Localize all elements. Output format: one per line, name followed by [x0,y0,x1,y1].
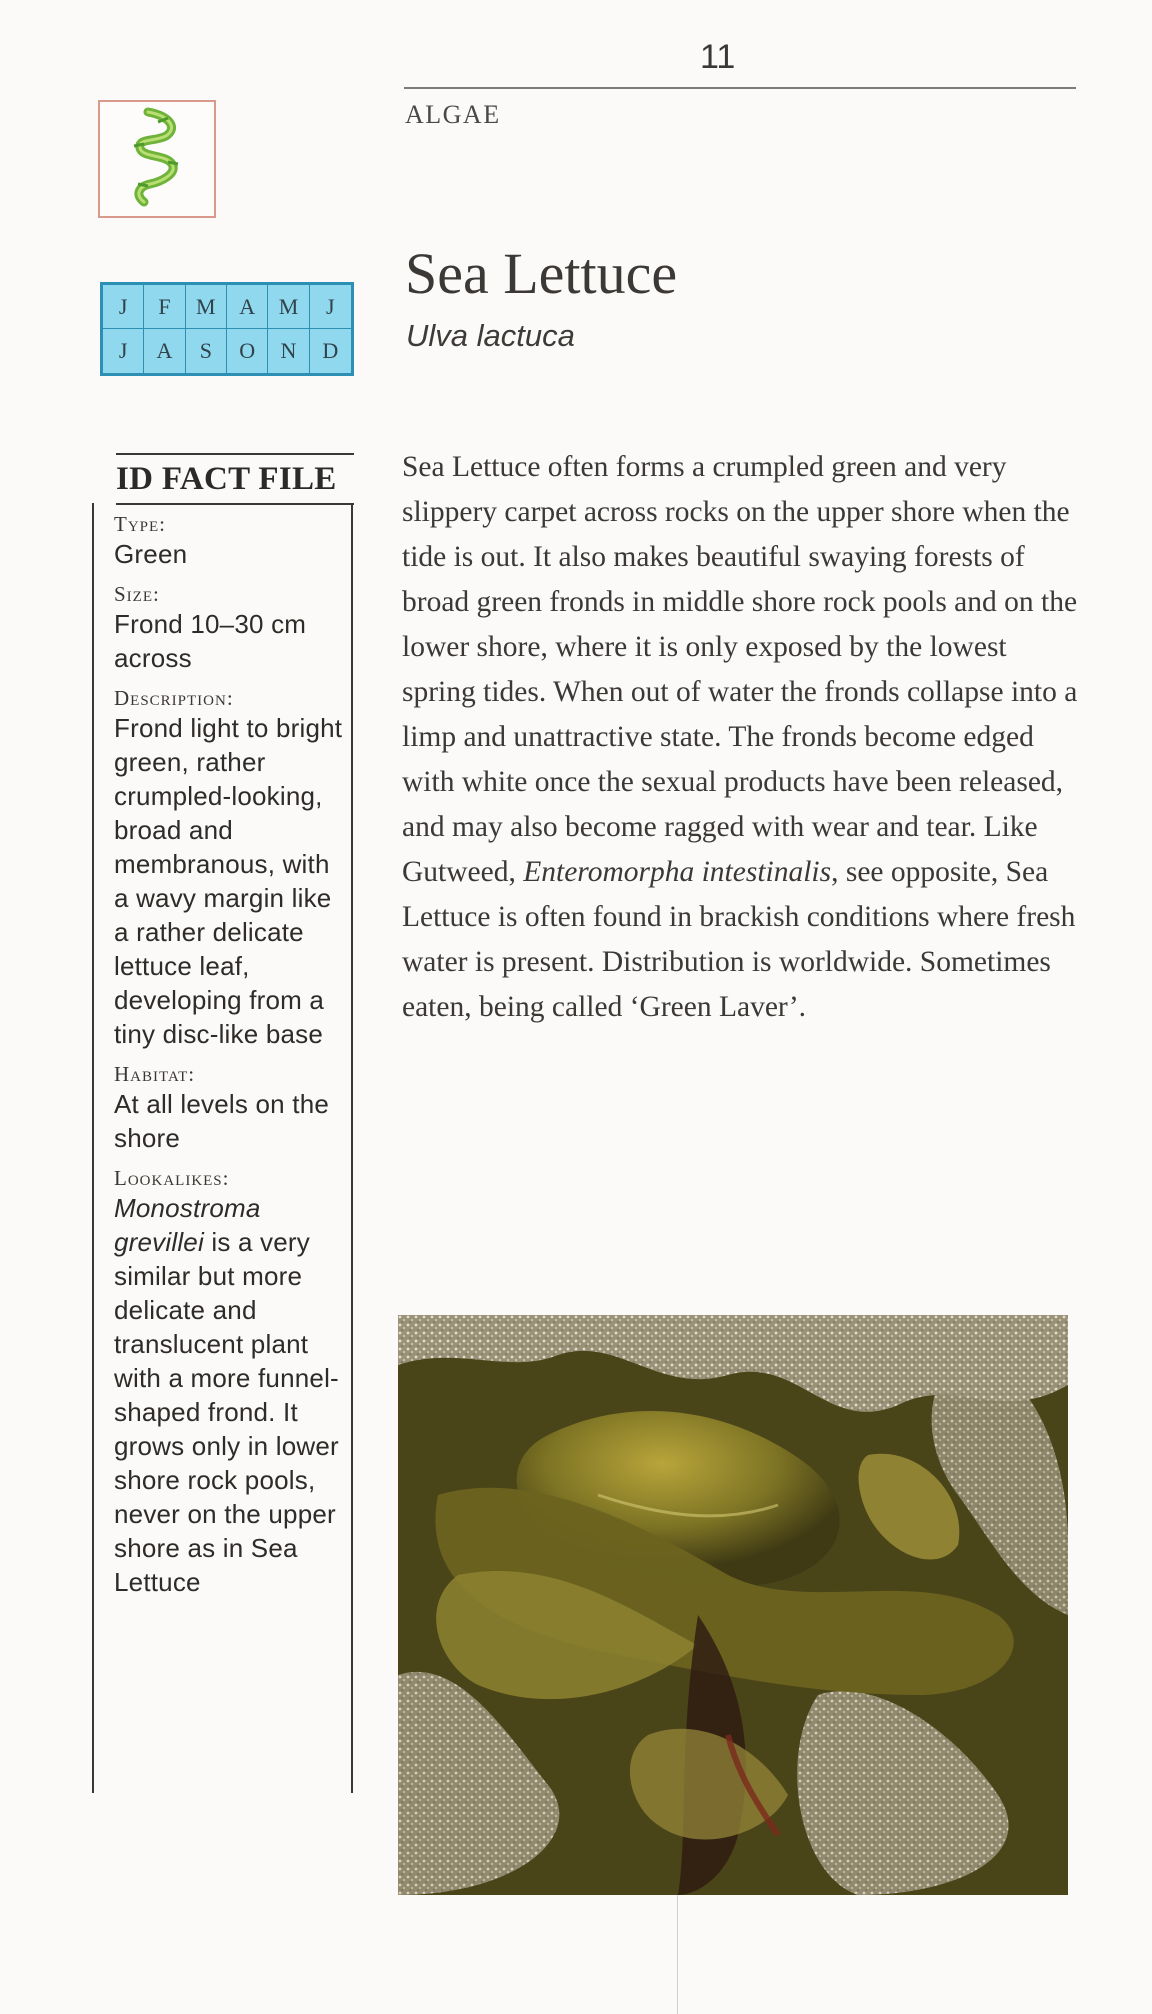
description-text-before: Sea Lettuce often forms a crumpled green and very slippery carpet across rocks on the upper shore when the tide is out. It also makes beautiful swaying forests of broad green fronds in middle shore rock pools and on the lower shore, where it is only exposed by the lowest spring tides. When out of water the fronds collapse into a limp and unattractive state. The fronds become edged with white once the sexual products have been released, and may also become ragged with wear and tear. Like Gutweed, [402,451,1078,888]
size-value: Frond 10–30 cm across [114,609,307,673]
month-feb: F [144,285,185,329]
page-number: 11 [700,38,736,76]
section-label: ALGAE [405,100,501,129]
habitat-label: Habitat: [114,1062,196,1086]
id-fact-file [92,453,354,1793]
month-oct: O [227,329,268,373]
description-value: Frond light to bright green, rather crumpled-looking, broad and membranous, with a wavy margin like a rather delicate lettuce leaf, developing from a tiny disc-like base [114,713,343,1049]
species-description [402,445,1082,1030]
lookalike-species: Monostroma grevillei [114,1193,261,1257]
latin-name: Ulva lactuca [406,318,575,353]
category-logo [98,100,216,218]
sea-lettuce-photo [398,1315,1068,1895]
fact-file-body [114,511,344,1599]
month-may: M [268,285,309,329]
green-seaweed-icon [100,102,214,216]
month-dec: D [322,338,339,363]
month-jun: J [310,285,351,329]
month-nov: N [268,329,309,373]
species-title: Sea Lettuce [405,241,678,306]
page-crease [677,1895,678,2014]
month-jan: J [103,285,144,329]
size-label: Size: [114,582,160,606]
description-italic-species: Enteromorpha intestinalis [523,856,832,888]
fact-file-left-rule [92,503,94,1793]
description-label: Description: [114,686,234,710]
month-sep: S [186,329,227,373]
habitat-value: At all levels on the shore [114,1089,330,1153]
header-rule [404,87,1076,89]
month-aug: A [144,329,185,373]
fact-file-heading-rule [116,503,354,505]
fact-file-right-rule [351,503,353,1793]
lookalikes-value [114,1191,344,1599]
lookalikes-text: is a very similar but more delicate and translucent plant with a more funnel-shaped frond. It grows only in lower shore rock pools, never on the upper shore as in Sea Lettuce [114,1227,339,1597]
type-value: Green [114,539,188,569]
description-text-after: , see opposite, Sea Lettuce is often found in brackish conditions where fresh water is present. Distribution is worldwide. Sometimes eaten, being called ‘Green Laver’. [402,856,1076,1023]
month-jul: J [103,329,144,373]
month-grid [100,282,354,376]
fact-file-top-rule [116,453,354,455]
month-apr: A [227,285,268,329]
lookalikes-label: Lookalikes: [114,1166,230,1190]
fact-file-heading: ID FACT FILE [116,461,337,497]
type-label: Type: [114,512,166,536]
month-mar: M [186,285,227,329]
